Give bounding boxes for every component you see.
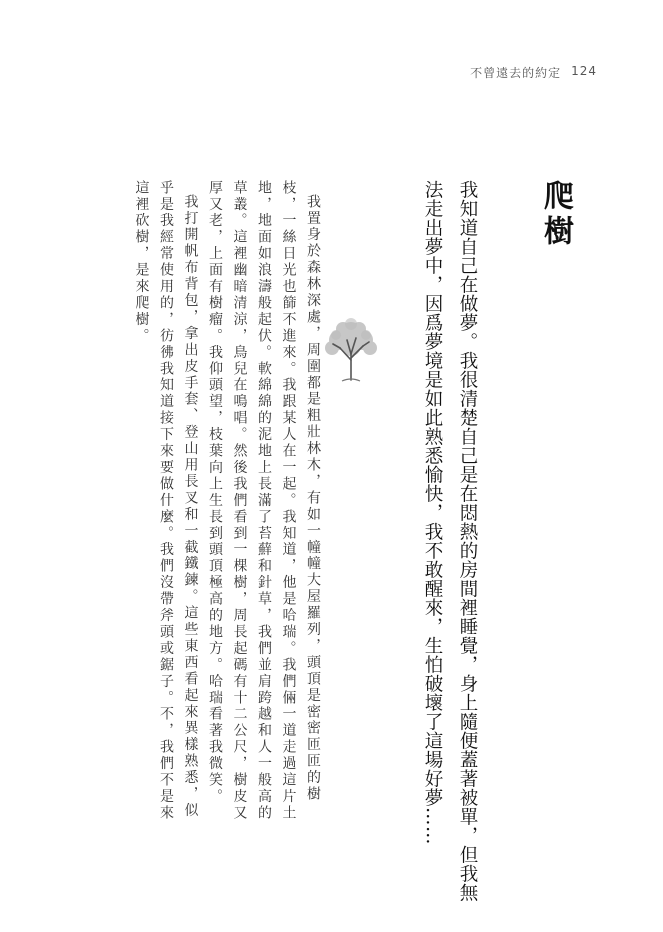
body-line: 地，地面如浪濤般起伏。軟綿綿的泥地上長滿了苔蘚和針草，我們並肩跨越和人一般高的 (256, 180, 272, 822)
body-line: 我置身於森林深處，周圍都是粗壯林木，有如一幢幢大屋羅列，頭頂是密密匝匝的樹 (305, 194, 321, 803)
body-line: 我打開帆布背包，拿出皮手套、登山用長叉和一截鐵鍊。這些東西看起來異樣熟悉，似 (182, 194, 199, 820)
book-title: 不曾遠去的約定 (470, 66, 562, 80)
body-line: 枝，一絲日光也篩不進來。我跟某人在一起。我知道，他是哈瑞。我們倆一道走過這片土 (280, 180, 297, 822)
page-number: 124 (571, 64, 597, 78)
body-line: 草叢。這裡幽暗清涼，鳥兒在鳴唱。然後我們看到一棵樹，周長起碼有十二公尺，樹皮又 (231, 180, 248, 822)
intro-line: 法走出夢中，因爲夢境是如此熟悉愉快，我不敢醒來，生怕破壞了這場好夢…… (422, 180, 443, 845)
running-header (470, 64, 597, 81)
chapter-intro (405, 180, 485, 902)
body-line: 厚又老，上面有樹瘤。我仰頭望，枝葉向上生長到頭頂極高的地方。哈瑞看著我微笑。 (207, 180, 223, 806)
body-line: 這裡砍樹，是來爬樹。 (133, 180, 150, 345)
chapter-title: 爬樹 (538, 180, 573, 250)
body-line: 乎是我經常使用的，彷彿我知道接下來要做什麼。我們沒帶斧頭或鋸子。不，我們不是來 (158, 180, 174, 822)
tree-illustration-icon (322, 316, 380, 384)
chapter-body (100, 180, 325, 840)
intro-line: 我知道自己在做夢。我很清楚自己是在悶熱的房間裡睡覺，身上隨便蓋著被單，但我無 (457, 180, 478, 902)
